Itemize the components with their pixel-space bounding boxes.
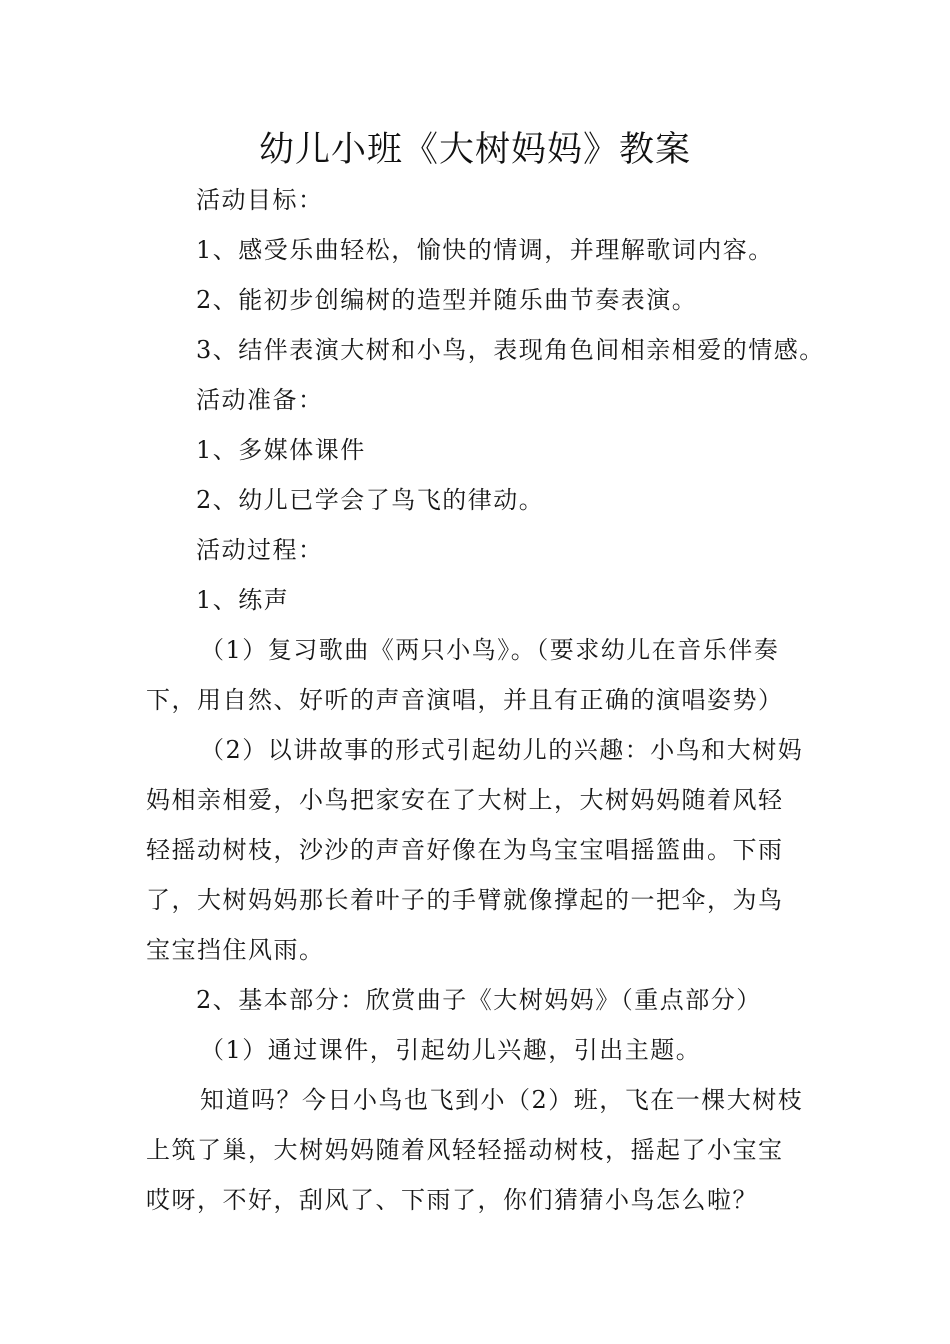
process-step-1: 1、练声 — [196, 586, 290, 614]
paragraph-line: 哎呀，不好，刮风了、下雨了，你们猜猜小鸟怎么啦？ — [146, 1186, 758, 1214]
section-heading-preparation: 活动准备： — [196, 386, 324, 414]
preparation-1: 1、多媒体课件 — [196, 436, 366, 464]
preparation-2: 2、幼儿已学会了鸟飞的律动。 — [196, 486, 545, 514]
paragraph-line: （1）复习歌曲《两只小鸟》。（要求幼儿在音乐伴奏 — [200, 636, 780, 664]
paragraph-line: 宝宝挡住风雨。 — [146, 936, 325, 964]
paragraph-line: （2）以讲故事的形式引起幼儿的兴趣：小鸟和大树妈 — [200, 736, 804, 764]
section-heading-objectives: 活动目标： — [196, 186, 324, 214]
objective-2: 2、能初步创编树的造型并随乐曲节奏表演。 — [196, 286, 698, 314]
objective-1: 1、感受乐曲轻松，愉快的情调，并理解歌词内容。 — [196, 236, 774, 264]
paragraph-line: （1）通过课件，引起幼儿兴趣，引出主题。 — [200, 1036, 702, 1064]
process-step-2: 2、基本部分：欣赏曲子《大树妈妈》（重点部分） — [196, 986, 762, 1014]
paragraph-line: 上筑了巢，大树妈妈随着风轻轻摇动树枝，摇起了小宝宝 — [146, 1136, 784, 1164]
paragraph-line: 了，大树妈妈那长着叶子的手臂就像撑起的一把伞，为鸟 — [146, 886, 784, 914]
paragraph-line: 知道吗？今日小鸟也飞到小（2）班，飞在一棵大树枝 — [200, 1086, 804, 1114]
objective-3: 3、结伴表演大树和小鸟，表现角色间相亲相爱的情感。 — [196, 336, 825, 364]
section-heading-process: 活动过程： — [196, 536, 324, 564]
paragraph-line: 轻摇动树枝，沙沙的声音好像在为鸟宝宝唱摇篮曲。下雨 — [146, 836, 784, 864]
paragraph-line: 妈相亲相爱，小鸟把家安在了大树上，大树妈妈随着风轻 — [146, 786, 784, 814]
document-title: 幼儿小班《大树妈妈》教案 — [258, 130, 691, 170]
paragraph-line: 下，用自然、好听的声音演唱，并且有正确的演唱姿势） — [146, 686, 784, 714]
